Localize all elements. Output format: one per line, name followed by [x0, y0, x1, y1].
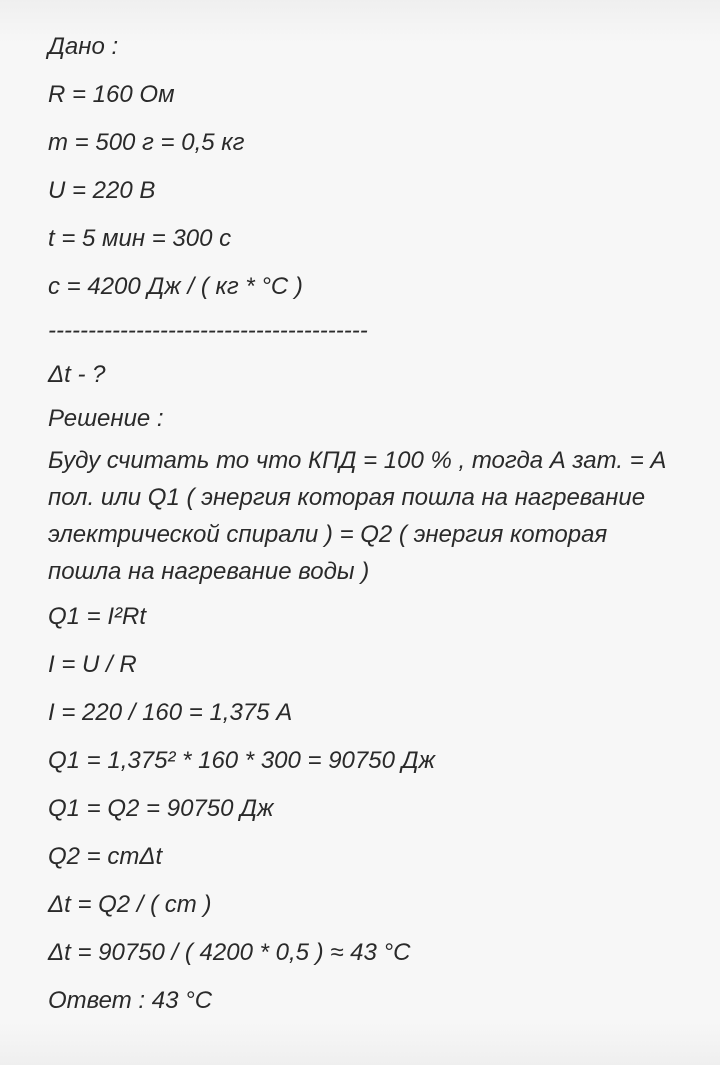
given-heading: Дано :: [48, 33, 119, 60]
paragraph-line: Буду считать то что КПД = 100 % , тогда А зат. = А: [48, 447, 667, 474]
step-q1-value: Q1 = 1,375² * 160 * 300 = 90750 Дж: [48, 747, 436, 774]
given-specific-heat: c = 4200 Дж / ( кг * °С ): [48, 273, 303, 300]
step-delta-t-value: Δt = 90750 / ( 4200 * 0,5 ) ≈ 43 °С: [48, 939, 411, 966]
paragraph-line: пол. или Q1 ( энергия которая пошла на нагревание: [48, 484, 646, 511]
step-delta-t-formula: Δt = Q2 / ( cm ): [48, 891, 212, 918]
step-current-value: I = 220 / 160 = 1,375 А: [48, 699, 293, 726]
given-mass: m = 500 г = 0,5 кг: [48, 129, 245, 156]
step-q2-formula: Q2 = cmΔt: [48, 843, 163, 870]
step-joule-law: Q1 = I²Rt: [48, 603, 147, 630]
paragraph-line: пошла на нагревание воды ): [48, 558, 370, 585]
given-voltage: U = 220 В: [48, 177, 156, 204]
find-quantity: Δt - ?: [48, 361, 106, 388]
step-q1-equals-q2: Q1 = Q2 = 90750 Дж: [48, 795, 274, 822]
step-ohm-law: I = U / R: [48, 651, 137, 678]
final-answer: Ответ : 43 °С: [48, 987, 213, 1014]
solution-paragraph: [48, 442, 692, 590]
paragraph-line: электрической спирали ) = Q2 ( энергия которая: [48, 521, 608, 548]
solution-heading: Решение :: [48, 405, 164, 432]
separator-line: ----------------------------------------: [48, 317, 368, 344]
given-resistance: R = 160 Ом: [48, 81, 175, 108]
given-time: t = 5 мин = 300 с: [48, 225, 232, 252]
